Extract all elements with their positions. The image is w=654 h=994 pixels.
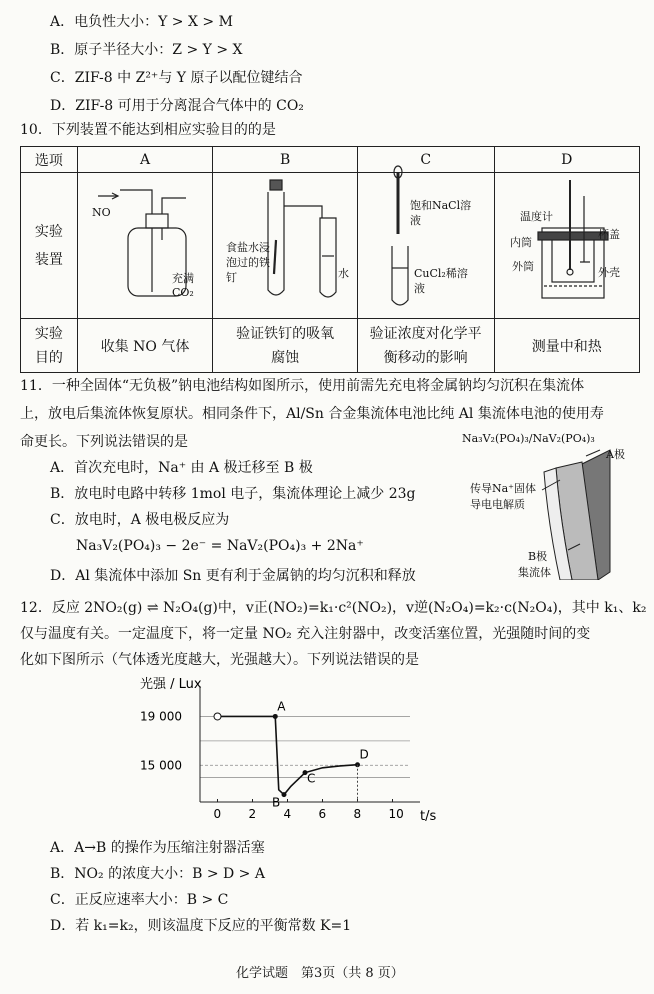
iron-nail-tubes	[268, 180, 336, 297]
table-header-c: C	[357, 147, 494, 173]
q12-option-b: B．NO₂ 的浓度大小：B > D > A	[50, 866, 265, 882]
point-a	[273, 714, 278, 719]
battery-fig-title: Na₃V₂(PO₄)₃/NaV₂(PO₄)₃	[462, 432, 595, 445]
q11-option-c-equation: Na₃V₂(PO₄)₃ − 2e⁻ = NaV₂(PO₄)₃ + 2Na⁺	[76, 538, 364, 554]
row-label-purpose: 实验目的	[21, 319, 78, 373]
series-line	[218, 716, 358, 794]
battery-electrolyte-line1: 传导Na⁺固体	[470, 482, 536, 495]
table-header-option: 选项	[21, 147, 78, 173]
table-header-a: A	[77, 147, 213, 173]
battery-a-electrode: A极	[606, 448, 625, 461]
table-header-b: B	[213, 147, 357, 173]
point-label-c: C	[307, 771, 316, 786]
y-axis-label: 光强 / Lux	[140, 677, 202, 692]
q11-option-b: B．放电时电路中转移 1mol 电子，集流体理论上减少 23g	[50, 486, 416, 502]
label-co2: 充满CO₂	[172, 272, 194, 299]
label-thermometer: 温度计	[520, 210, 553, 223]
x-tick-label: 10	[388, 807, 404, 821]
q12-stem-1: 12．反应 2NO₂(g) ⇌ N₂O₄(g)中，v正(NO₂)=k₁·c²(NO₂)，v逆(N₂O₄)=k₂·c(N₂O₄)，其中 k₁、k₂	[20, 600, 647, 616]
q11-option-c: C．放电时，A 极电极反应为	[50, 512, 230, 528]
q9-option-c: C．ZIF-8 中 Z²⁺与 Y 原子以配位键结合	[50, 70, 303, 86]
q12-stem-3: 化如下图所示（气体透光度越大，光强越大）。下列说法错误的是	[20, 652, 419, 668]
q9-option-d: D．ZIF-8 可用于分离混合气体中的 CO₂	[50, 98, 304, 114]
q12-option-d: D．若 k₁=k₂，则该温度下反应的平衡常数 K=1	[50, 918, 352, 934]
x-tick-label: 0	[213, 807, 222, 821]
q11-stem-2: 上，放电后集流体恢复原状。相同条件下，Al/Sn 合金集流体电池比纯 Al 集流体电池的使用寿	[20, 406, 604, 422]
q11-stem-1: 11．一种全固体“无负极”钠电池结构如图所示，使用前需先充电将金属钠均匀沉积在集流体	[20, 378, 585, 394]
q11-option-a: A．首次充电时，Na⁺ 由 A 极迁移至 B 极	[50, 460, 313, 476]
battery-b-collector: 集流体	[518, 566, 551, 579]
test-tube-dropper	[392, 166, 408, 305]
q12-option-c: C．正反应速率大小：B > C	[50, 892, 229, 908]
x-tick-label: 2	[248, 807, 257, 821]
q12-option-a: A．A→B 的操作为压缩注射器活塞	[50, 840, 265, 856]
label-no: NO	[92, 206, 111, 219]
label-nacl: 饱和NaCl溶液	[410, 199, 472, 227]
purpose-b: 验证铁钉的吸氧腐蚀	[213, 319, 357, 373]
battery-electrolyte-line2: 导电电解质	[470, 498, 525, 511]
label-water: 水	[338, 267, 349, 280]
label-lid: 杯盖	[598, 228, 620, 241]
purpose-c: 验证浓度对化学平衡移动的影响	[357, 319, 494, 373]
page-footer: 化学试题 第3页（共 8 页）	[236, 966, 404, 981]
q11-option-d: D．Al 集流体中添加 Sn 更有利于金属钠的均匀沉积和释放	[50, 568, 416, 584]
battery-b-electrode: B极	[528, 550, 548, 563]
q12-stem-2: 仅与温度有关。一定温度下，将一定量 NO₂ 充入注射器中，改变活塞位置，光强随时间的变	[20, 626, 591, 642]
label-inner: 内筒	[510, 236, 532, 249]
x-axis-label: t/s	[420, 809, 437, 824]
purpose-d: 测量中和热	[494, 319, 639, 373]
label-outer: 外筒	[512, 260, 534, 273]
table-header-d: D	[494, 147, 639, 173]
q9-option-a: A．电负性大小：Y > X > M	[50, 14, 233, 30]
label-shell: 外壳	[598, 266, 620, 279]
q10-stem: 10．下列装置不能达到相应实验目的的是	[20, 122, 276, 138]
x-tick-label: 8	[353, 807, 362, 821]
q11-stem-3: 命更长。下列说法错误的是	[20, 434, 188, 450]
light-intensity-chart	[140, 672, 460, 834]
y-tick-label: 15 000	[140, 758, 182, 773]
q9-option-b: B．原子半径大小：Z > Y > X	[50, 42, 243, 58]
point-label-d: D	[359, 747, 369, 762]
purpose-a: 收集 NO 气体	[77, 319, 213, 373]
label-nail: 食盐水浸泡过的铁钉	[226, 241, 270, 284]
y-tick-label: 19 000	[140, 709, 182, 724]
row-label-apparatus: 实验装置	[21, 173, 78, 319]
apparatus-drawings	[0, 0, 654, 400]
x-tick-label: 6	[318, 807, 327, 821]
label-cucl2: CuCl₂稀溶液	[414, 267, 468, 295]
point-b	[282, 792, 287, 797]
start-point	[214, 713, 221, 720]
x-tick-label: 4	[283, 807, 292, 821]
point-label-a: A	[277, 699, 286, 714]
point-label-b: B	[272, 795, 281, 810]
